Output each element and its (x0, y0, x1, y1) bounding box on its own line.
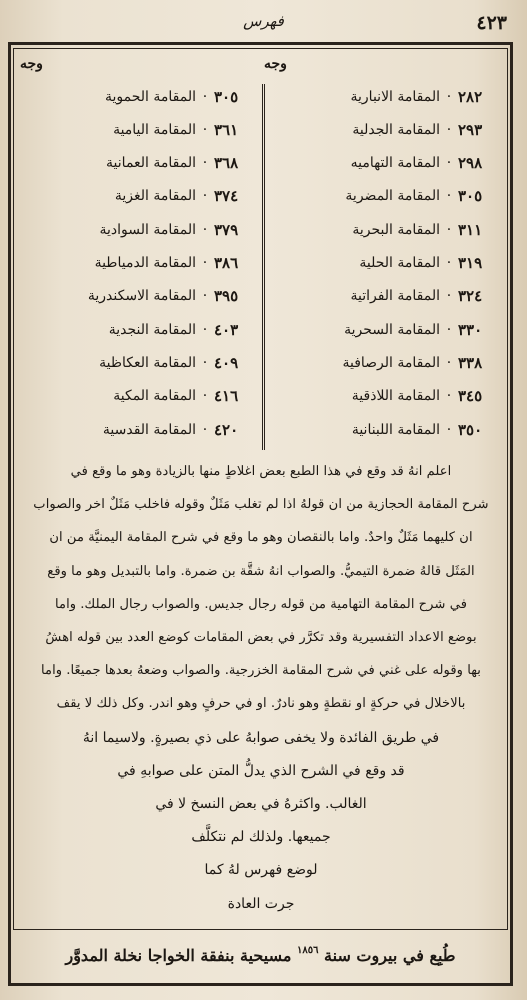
toc-entry-page: ٣٢٤ (458, 287, 483, 306)
toc-entry-page: ٢٨٢ (458, 87, 483, 106)
leader-dot: · (202, 354, 208, 371)
toc-entry-name: المقامة الغزية (114, 188, 196, 205)
errata-line: بوضع الاعداد التفسيرية وقد تكرَّر في بعض المقامات كوضع العدد بين قوله اهشُ (45, 630, 477, 645)
toc-entry-name: المقامة الحموية (105, 88, 196, 105)
toc-entry-page: ٤٠٣ (214, 320, 239, 339)
leader-dot: · (446, 155, 452, 172)
leader-dot: · (446, 354, 452, 371)
leader-dot: · (202, 288, 208, 305)
toc-entry-page: ٣٣٨ (458, 353, 483, 372)
toc-entry-name: المقامة المكية (113, 388, 196, 405)
right-column-header: وجه (264, 56, 287, 72)
toc-entry-name: المقامة العمانية (106, 155, 196, 172)
toc-entry-name: المقامة الرصافية (342, 354, 440, 371)
toc-entry-page: ٣٩٥ (214, 287, 239, 306)
errata-line: في شرح المقامة التهامية من قوله رجال جديس. والصواب رجال الملك. واما (54, 596, 467, 612)
toc-entry-name: المقامة اللاذقية (351, 388, 440, 405)
toc-row (264, 380, 504, 413)
toc-entry-name: المقامة القدسية (102, 421, 196, 438)
leader-dot: · (202, 188, 208, 205)
errata-line: بها وقوله على غني في شرح المقامة الخزرجية. والصواب وضعهُ بعدها جميعًا. واما (41, 663, 481, 679)
toc-row (20, 247, 260, 280)
errata-line: المَثَل قالهُ ضمرة التيميُّ. والصواب انهُ شقَّة بن ضمرة. واما بالتبديل وهو ما وقع (47, 563, 475, 579)
toc-row (20, 346, 260, 379)
errata-line: ان كليهما مَثَلٌ واحدٌ. واما بالنقصان وهو ما وقع في شرح المقامة اليمنيَّة من ان (49, 530, 473, 546)
errata-line: بالاخلال في حركةٍ او نقطةٍ وهو نادرٌ. او في حرفٍ وهو اندر. وكل ذلك لا يقف (56, 696, 466, 712)
toc-entry-name: المقامة اللبنانية (351, 421, 440, 438)
leader-dot: · (446, 121, 452, 138)
toc-row (264, 346, 504, 379)
toc-entry-name: المقامة الدمياطية (94, 255, 196, 271)
toc-row (20, 413, 260, 446)
toc-entry-page: ٣٤٥ (458, 387, 483, 406)
colophon-after: مسيحية بنفقة الخواجا نخلة المدوَّر (65, 946, 292, 965)
errata-line: لوضع فهرس لهُ كما (204, 862, 318, 879)
toc-entry-page: ٢٩٣ (458, 120, 483, 139)
toc-entry-page: ٤١٦ (214, 387, 239, 406)
leader-dot: · (202, 321, 208, 338)
toc-row (20, 313, 260, 346)
toc-entry-page: ٣٦٨ (214, 154, 239, 173)
toc-entry-name: المقامة الجدلية (352, 121, 440, 138)
toc-row (20, 113, 260, 146)
page-number: ٤٢٣ (476, 12, 507, 34)
toc-row (264, 80, 504, 113)
leader-dot: · (202, 121, 208, 138)
leader-dot: · (446, 255, 452, 271)
toc-entry-page: ٣٨٦ (214, 254, 239, 272)
toc-row (264, 147, 504, 180)
errata-line: اعلم انهُ قد وقع في هذا الطبع بعض اغلاطٍ منها بالزيادة وهو ما وقع في (70, 464, 452, 479)
leader-dot: · (446, 88, 452, 105)
toc-entry-name: المقامة النجدية (108, 321, 196, 338)
toc-entry-page: ٤٠٩ (214, 353, 239, 372)
toc-entry-name: المقامة الفراتية (350, 288, 440, 305)
toc-entry-page: ٢٩٨ (458, 154, 483, 173)
running-head: فهرس (243, 12, 284, 30)
toc-entry-name: المقامة العكاظية (99, 354, 196, 371)
toc-entry-name: المقامة التهاميه (350, 155, 440, 172)
leader-dot: · (202, 88, 208, 105)
toc-row (264, 280, 504, 313)
toc-entry-page: ٣٧٤ (214, 187, 239, 206)
toc-row (20, 147, 260, 180)
leader-dot: · (202, 388, 208, 405)
leader-dot: · (446, 388, 452, 405)
toc-entry-name: المقامة المضرية (345, 188, 440, 205)
errata-line: جرت العادة (227, 895, 295, 912)
leader-dot: · (446, 421, 452, 438)
toc-row (264, 180, 504, 213)
errata-line: قد وقع في الشرح الذي يدلُّ المتن على صوابهِ في (117, 762, 405, 779)
toc-entry-page: ٣١١ (458, 220, 483, 239)
toc-entry-page: ٣٦١ (214, 120, 239, 139)
toc-entry-page: ٤٢٠ (214, 420, 239, 439)
errata-line: في طريق الفائدة ولا يخفى صوابهُ على ذي بصيرةٍ. ولاسيما انهُ (82, 729, 440, 746)
leader-dot: · (446, 288, 452, 305)
toc-row (20, 280, 260, 313)
toc-row (264, 113, 504, 146)
toc-row (20, 213, 260, 246)
leader-dot: · (202, 421, 208, 438)
toc-row (20, 180, 260, 213)
left-column-header: وجه (20, 56, 43, 72)
toc-row (264, 213, 504, 246)
toc-row (264, 247, 504, 280)
toc-entry-page: ٣٠٥ (458, 187, 483, 206)
toc-entry-name: المقامة الاسكندرية (87, 288, 196, 305)
colophon-before: طُبِع في بيروت سنة (324, 946, 456, 965)
table-of-contents (16, 80, 504, 452)
errata-line: شرح المقامة الحجازية من ان قولهُ اذا لم تغلب مَثَلٌ وقوله فاخلب مَثَلٌ اخر والصواب (33, 497, 489, 513)
leader-dot: · (202, 221, 208, 238)
errata-line: جميعها. ولذلك لم نتكلَّف (191, 829, 331, 846)
toc-entry-name: المقامة الانبارية (350, 88, 440, 105)
toc-row (20, 380, 260, 413)
colophon (13, 930, 508, 982)
toc-entry-name: المقامة الحلية (359, 255, 440, 271)
toc-row (264, 313, 504, 346)
leader-dot: · (202, 155, 208, 172)
toc-row (264, 413, 504, 446)
toc-entry-page: ٣٠٥ (214, 87, 239, 106)
errata-line: الغالب. واكثرهُ في بعض النسخ لا في (155, 796, 367, 812)
leader-dot: · (446, 321, 452, 338)
toc-entry-page: ٣٥٠ (458, 420, 483, 439)
leader-dot: · (202, 255, 208, 271)
leader-dot: · (446, 188, 452, 205)
toc-entry-page: ٣٣٠ (458, 320, 483, 339)
toc-entry-page: ٣١٩ (458, 254, 483, 272)
colophon-year: ١٨٥٦ (296, 945, 319, 956)
toc-entry-page: ٣٧٩ (214, 220, 239, 239)
toc-entry-name: المقامة السوادية (99, 221, 196, 238)
toc-row (20, 80, 260, 113)
toc-entry-name: المقامة البحرية (352, 221, 440, 238)
errata-paragraph (16, 455, 506, 920)
leader-dot: · (446, 221, 452, 238)
toc-entry-name: المقامة السحرية (344, 321, 440, 338)
toc-entry-name: المقامة اليامية (113, 121, 196, 138)
